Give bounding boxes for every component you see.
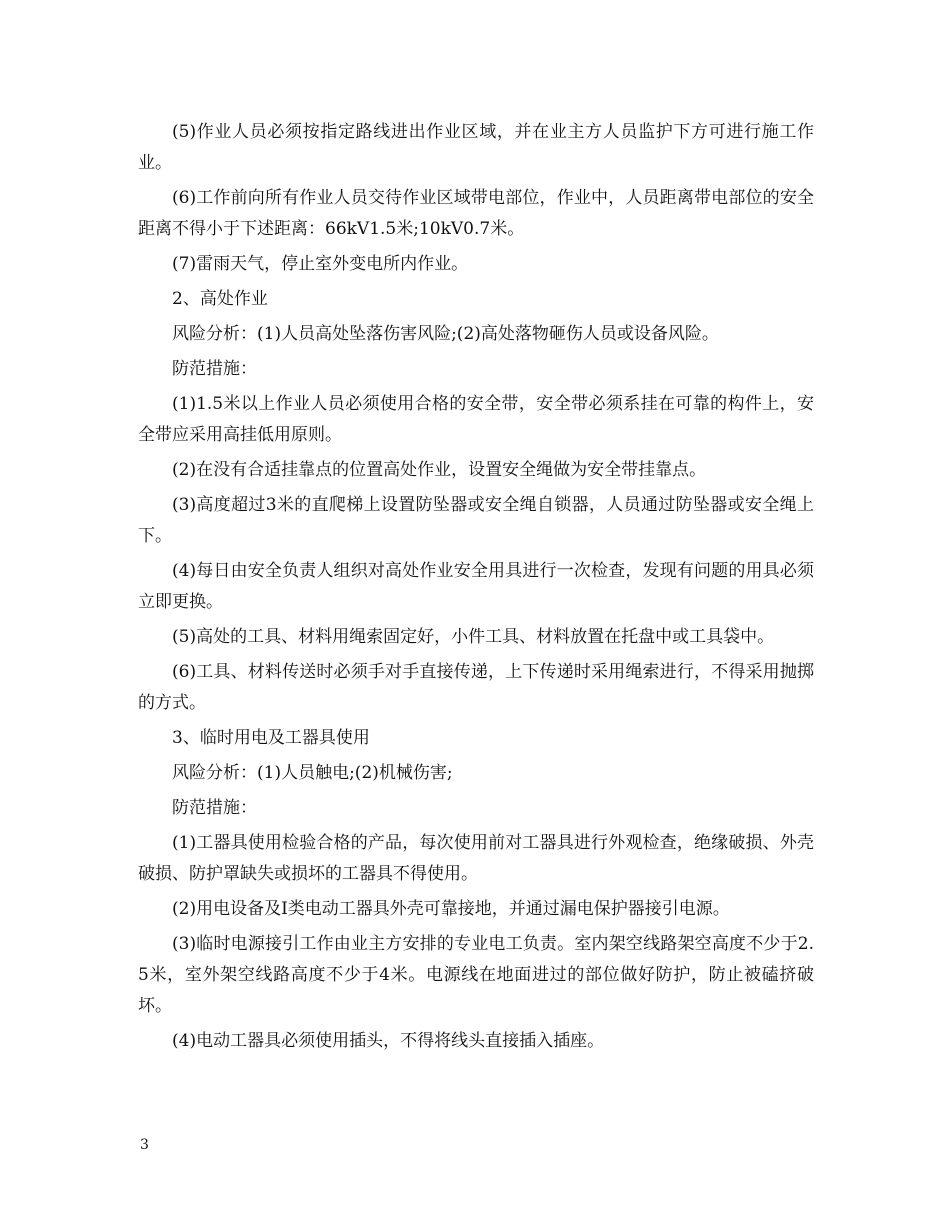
- measures-heading: 防范措施：: [172, 798, 257, 818]
- paragraph: (2)用电设备及Ⅰ类电动工器具外壳可靠接地，并通过漏电保护器接引电源。: [172, 899, 730, 919]
- section-heading: 2、高处作业: [172, 289, 268, 309]
- measures-heading: 防范措施：: [172, 359, 257, 379]
- paragraph: (1)1.5米以上作业人员必须使用合格的安全带，安全带必须系挂在可靠的构件上，安全带应采用高挂低用原则。: [138, 394, 814, 445]
- paragraph: (7)雷雨天气，停止室外变电所内作业。: [172, 254, 469, 274]
- paragraph: (5)高处的工具、材料用绳索固定好，小件工具、材料放置在托盘中或工具袋中。: [172, 627, 775, 647]
- risk-analysis: 风险分析：(1)人员高处坠落伤害风险;(2)高处落物砸伤人员或设备风险。: [172, 324, 719, 344]
- paragraph: (6)工具、材料传送时必须手对手直接传递，上下传递时采用绳索进行，不得采用抛掷的方式。: [138, 662, 814, 713]
- document-body: [138, 117, 814, 1061]
- paragraph: (4)电动工器具必须使用插头，不得将线头直接插入插座。: [172, 1031, 605, 1051]
- paragraph: (6)工作前向所有作业人员交待作业区域带电部位，作业中，人员距离带电部位的安全距离不得小于下述距离：66kV1.5米;10kV0.7米。: [138, 188, 814, 239]
- page-number: 3: [140, 1137, 149, 1153]
- paragraph: (5)作业人员必须按指定路线进出作业区域，并在业主方人员监护下方可进行施工作业。: [138, 122, 814, 173]
- section-heading: 3、临时用电及工器具使用: [172, 728, 370, 748]
- paragraph: (2)在没有合适挂靠点的位置高处作业，设置安全绳做为安全带挂靠点。: [172, 460, 707, 480]
- paragraph: (3)临时电源接引工作由业主方安排的专业电工负责。室内架空线路架空高度不少于2.5米，室外架空线路高度不少于4米。电源线在地面进过的部位做好防护，防止被磕挤破坏。: [138, 934, 814, 1016]
- paragraph: (1)工器具使用检验合格的产品，每次使用前对工器具进行外观检查，绝缘破损、外壳破损、防护罩缺失或损坏的工器具不得使用。: [138, 833, 814, 884]
- paragraph: (4)每日由安全负责人组织对高处作业安全用具进行一次检查，发现有问题的用具必须立即更换。: [138, 561, 814, 612]
- paragraph: (3)高度超过3米的直爬梯上设置防坠器或安全绳自锁器，人员通过防坠器或安全绳上下。: [138, 495, 814, 546]
- risk-analysis: 风险分析：(1)人员触电;(2)机械伤害;: [172, 763, 453, 783]
